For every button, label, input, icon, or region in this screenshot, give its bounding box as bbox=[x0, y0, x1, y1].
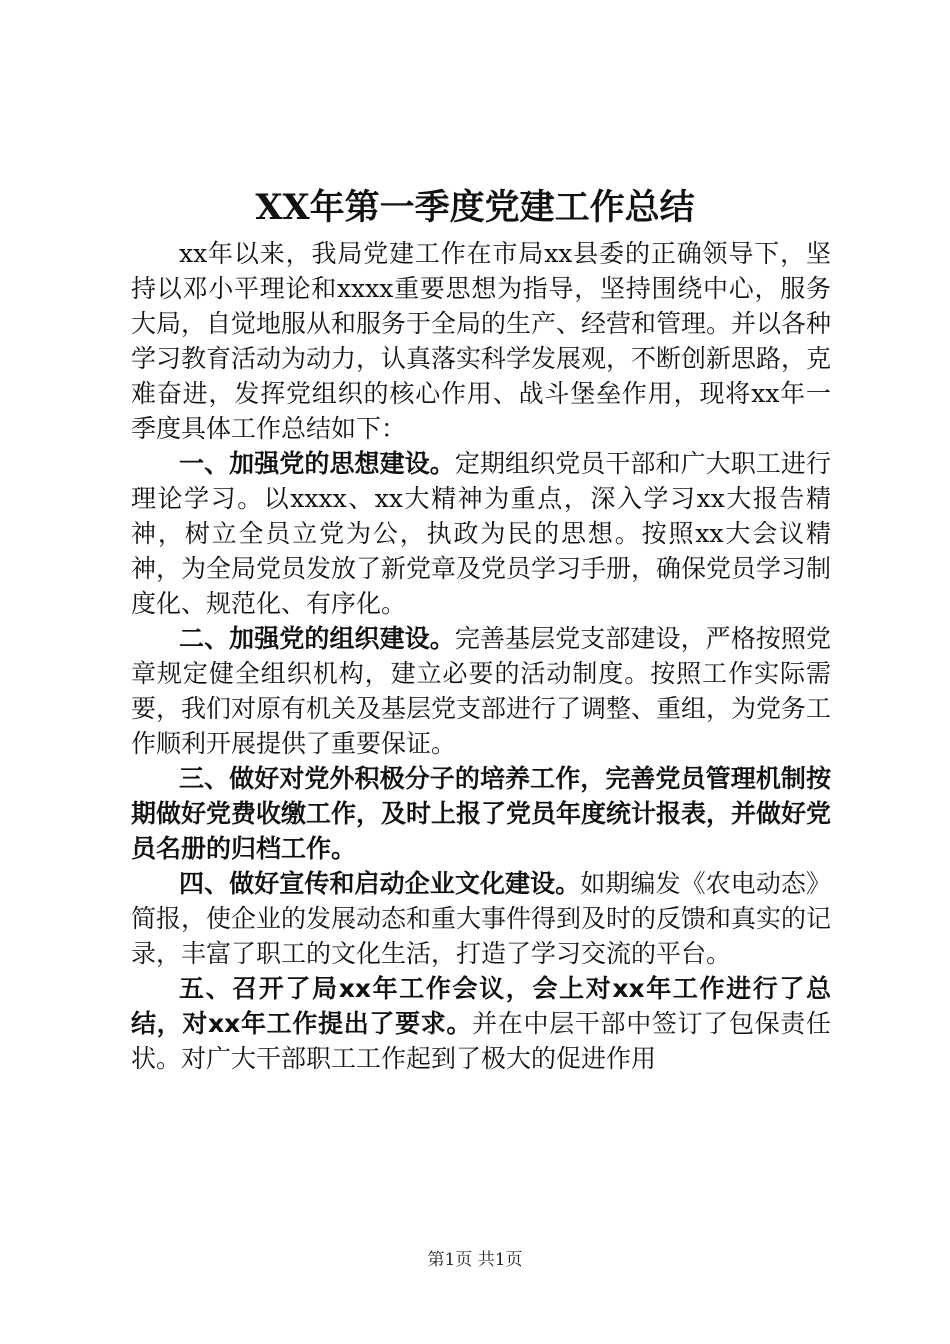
paragraph-text: xx年以来，我局党建工作在市局xx县委的正确领导下，坚持以邓小平理论和xxxx重要思想为指导，坚持围绕中心，服务大局，自觉地服从和服务于全局的生产、经营和管理。并以各种学习教育活动为动力，认真落实科学发展观，不断创新思路，克难奋进，发挥党组织的核心作用、战斗堡垒作用，现将xx年一季度具体工作总结如下： bbox=[131, 239, 832, 443]
paragraph-heading: 三、做好对党外积极分子的培养工作，完善党员管理机制按期做好党费收缴工作，及时上报了党员年度统计报表，并做好党员名册的归档工作。 bbox=[131, 764, 832, 863]
paragraph-heading: 五、召开了局xx年工作会议，会上对xx年工作进行了总结，对xx年工作提出了要求。 bbox=[131, 974, 831, 1038]
paragraph-text: 定期组织党员干部和广大职工进行理论学习。以xxxx、xx大精神为重点，深入学习xx大报告精神，树立全员立党为公，执政为民的思想。按照xx大会议精神，为全局党员发放了新党章及党员学习手册，确保党员学习制度化、规范化、有序化。 bbox=[131, 449, 832, 618]
paragraph-heading: 四、做好宣传和启动企业文化建设。 bbox=[179, 869, 581, 898]
paragraph-heading: 一、加强党的思想建设。 bbox=[179, 449, 455, 478]
page-number-footer: 第1页 共1页 bbox=[427, 1250, 523, 1270]
paragraph-intro bbox=[131, 236, 831, 446]
paragraph-section-4 bbox=[131, 866, 831, 971]
document-title: XX年第一季度党建工作总结 bbox=[255, 187, 695, 228]
paragraph-text: 并在中层干部中签订了包保责任状。对广大干部职工工作起到了极大的促进作用 bbox=[131, 1009, 831, 1073]
paragraph-section-1 bbox=[131, 446, 831, 621]
paragraph-section-5 bbox=[131, 971, 831, 1076]
paragraph-heading: 二、加强党的组织建设。 bbox=[179, 624, 455, 653]
document-body bbox=[131, 236, 831, 1076]
paragraph-section-2 bbox=[131, 621, 831, 761]
paragraph-text: 如期编发《农电动态》简报，使企业的发展动态和重大事件得到及时的反馈和真实的记录，丰富了职工的文化生活，打造了学习交流的平台。 bbox=[131, 869, 832, 968]
paragraph-text: 完善基层党支部建设，严格按照党章规定健全组织机构，建立必要的活动制度。按照工作实际需要，我们对原有机关及基层党支部进行了调整、重组，为党务工作顺利开展提供了重要保证。 bbox=[131, 624, 832, 758]
paragraph-section-3 bbox=[131, 761, 831, 866]
